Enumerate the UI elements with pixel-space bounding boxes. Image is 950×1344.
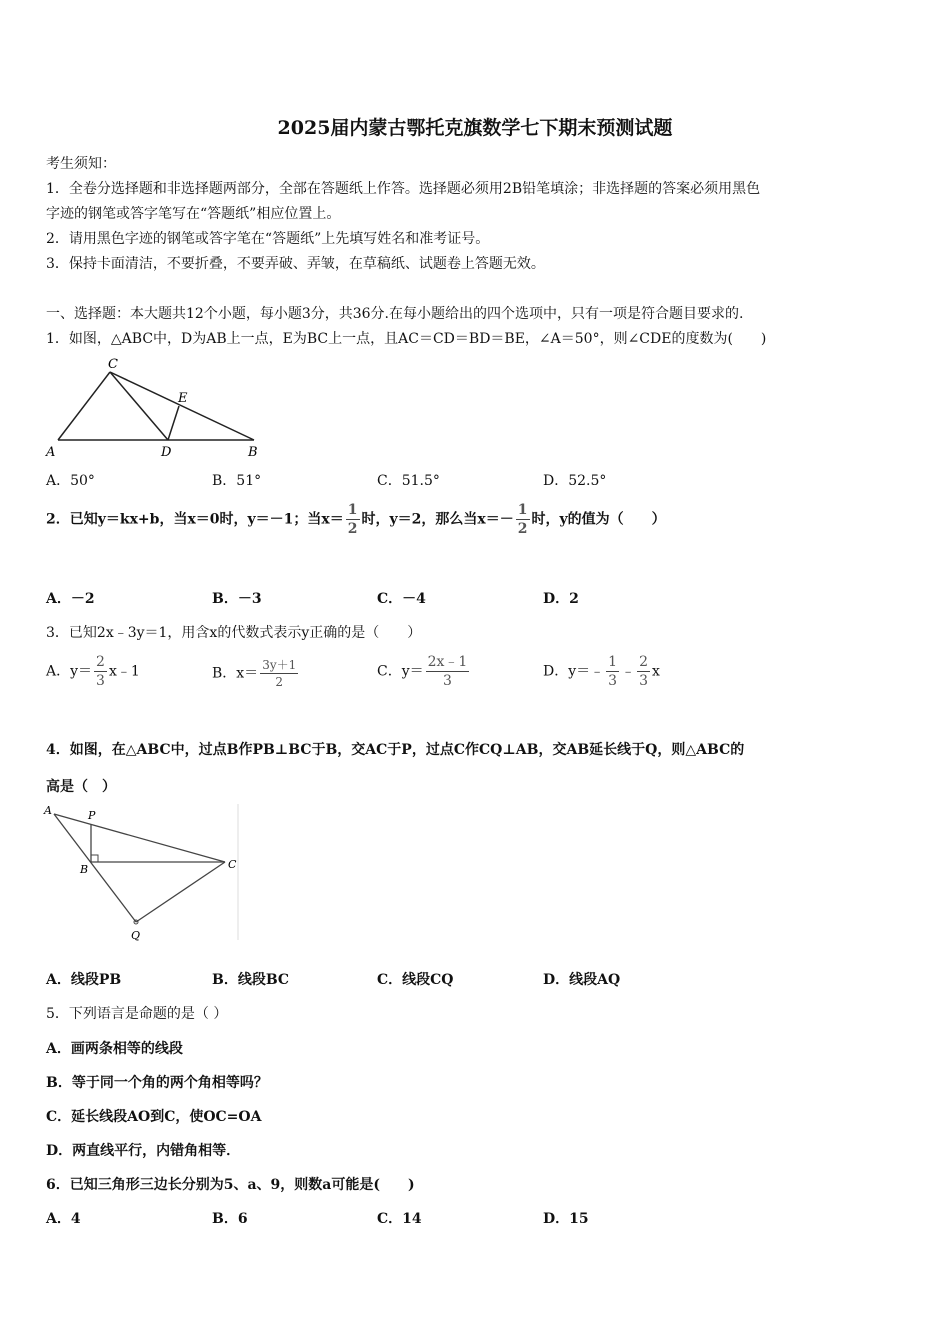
q4-segment-qc (136, 862, 225, 922)
q2-text-3: 时，y的值为（ ） (531, 511, 666, 528)
q2-frac2-num: 1 (517, 502, 528, 518)
q2-option-d: D．2 (543, 591, 579, 607)
page-title: 2025届内蒙古鄂托克旗数学七下期末预测试题 (277, 117, 673, 139)
notice-line-1b: 字迹的钢笔或答字笔写在“答题纸”相应位置上。 (46, 206, 341, 222)
q4-line-aq (54, 814, 136, 922)
q4-side-ac (54, 814, 225, 862)
q3-b-den: 2 (275, 675, 284, 689)
q3-d-fraction-2 (637, 655, 650, 688)
notice-heading: 考生须知： (46, 156, 116, 172)
q1-label-d: D (161, 445, 172, 460)
q3-a-den: 3 (96, 673, 105, 689)
q3-b-fraction (260, 659, 298, 688)
q3-b-pre: B．x＝ (212, 665, 259, 682)
notice-line-1a: 1．全卷分选择题和非选择题两部分，全部在答题纸上作答。选择题必须用2B铅笔填涂；非选择题的答案必须用黑色 (46, 181, 761, 197)
q4-label-c: C (228, 858, 237, 871)
q3-option-a (46, 655, 140, 688)
q5-option-a: A．画两条相等的线段 (46, 1041, 183, 1057)
q4-option-d: D．线段AQ (543, 972, 621, 988)
q4-option-c: C．线段CQ (377, 972, 454, 988)
q3-option-b (212, 659, 300, 688)
section-heading: 一、选择题：本大题共12个小题，每小题3分，共36分.在每小题给出的四个选项中，只有一项是符合题目要求的. (46, 306, 744, 322)
q3-d-post: x (651, 663, 660, 680)
q2-frac1-den: 2 (347, 521, 358, 537)
notice-line-3: 3．保持卡面清洁，不要折叠，不要弄破、弄皱，在草稿纸、试题卷上答题无效。 (46, 256, 545, 272)
q2-fraction-2 (516, 503, 530, 536)
q2-option-c: C．－4 (377, 591, 426, 607)
q3-b-num: 3y＋1 (262, 658, 297, 672)
q3-c-num: 2x﹣1 (427, 654, 468, 670)
q4-label-p: P (88, 809, 96, 822)
q3-a-fraction (94, 655, 107, 688)
q1-side-ac (58, 372, 110, 440)
q3-a-post: x﹣1 (108, 663, 140, 680)
q1-option-b: B．51° (212, 473, 262, 489)
q1-label-e: E (178, 391, 188, 406)
q3-a-num: 2 (96, 654, 105, 670)
q6-option-b: B．6 (212, 1211, 248, 1227)
q3-d-den1: 3 (608, 673, 618, 689)
q4-right-angle-b (91, 855, 98, 862)
q2-option-a: A．－2 (46, 591, 95, 607)
q3-d-fraction-1 (606, 655, 619, 688)
q3-d-pre: D．y＝﹣ (543, 663, 605, 680)
q5-stem: 5．下列语言是命题的是（ ） (46, 1006, 228, 1022)
q3-d-num2: 2 (639, 654, 648, 670)
q3-d-den2: 3 (639, 673, 648, 689)
q2-frac1-num: 1 (347, 502, 358, 518)
q1-label-b: B (248, 445, 258, 460)
q3-c-pre: C．y＝ (377, 663, 424, 680)
q4-label-q: Q (131, 929, 141, 942)
q3-option-c (377, 655, 471, 688)
q3-stem: 3．已知2x﹣3y＝1，用含x的代数式表示y正确的是（ ） (46, 625, 422, 641)
q3-c-fraction (426, 655, 470, 688)
notice-line-2: 2．请用黑色字迹的钢笔或答字笔在“答题纸”上先填写姓名和准考证号。 (46, 231, 490, 247)
q1-label-c: C (108, 357, 118, 372)
q2-frac2-den: 2 (517, 521, 528, 537)
q1-option-a: A．50° (46, 473, 95, 489)
q5-option-c: C．延长线段AO到C，使OC=OA (46, 1109, 262, 1125)
q6-option-a: A．4 (46, 1211, 81, 1227)
q1-side-cb (110, 372, 254, 440)
q1-stem: 1．如图，△ABC中，D为AB上一点，E为BC上一点，且AC＝CD＝BD＝BE，∠A＝50°，则∠CDE的度数为( ) (46, 331, 767, 347)
q4-label-a: A (44, 804, 52, 817)
q1-segment-cd (110, 372, 168, 440)
q4-option-b: B．线段BC (212, 972, 290, 988)
q1-option-c: C．51.5° (377, 473, 440, 489)
q2-text-2: 时，y＝2，那么当x＝－ (361, 511, 514, 528)
q2-option-b: B．－3 (212, 591, 262, 607)
q6-option-c: C．14 (377, 1211, 422, 1227)
q3-a-pre: A．y＝ (46, 663, 93, 680)
q5-option-d: D．两直线平行，内错角相等． (46, 1143, 241, 1159)
q1-segment-de (168, 406, 179, 440)
q4-option-a: A．线段PB (46, 972, 122, 988)
q1-label-a: A (46, 445, 56, 460)
q3-option-d (543, 655, 660, 688)
q2-fraction-1 (346, 503, 360, 536)
q4-stem-line1: 4．如图，在△ABC中，过点B作PB⊥BC于B，交AC于P，过点C作CQ⊥AB，交AB延长线于Q，则△ABC的 (46, 742, 745, 758)
q2-stem (46, 503, 666, 536)
q4-figure (40, 800, 245, 945)
q6-stem: 6．已知三角形三边长分别为5、a、9，则数a可能是( ) (46, 1177, 415, 1193)
q6-option-d: D．15 (543, 1211, 589, 1227)
q1-figure (44, 352, 274, 462)
q2-text-1: 2．已知y＝kx+b，当x＝0时，y＝－1；当x＝ (46, 511, 344, 528)
q5-option-b: B．等于同一个角的两个角相等吗？ (46, 1075, 268, 1091)
q4-label-b: B (80, 863, 89, 876)
q3-d-mid: ﹣ (621, 663, 636, 680)
q1-option-d: D．52.5° (543, 473, 607, 489)
q3-c-den: 3 (443, 673, 452, 689)
q4-stem-line2: 高是（ ） (46, 779, 116, 795)
q3-d-num1: 1 (608, 654, 618, 670)
